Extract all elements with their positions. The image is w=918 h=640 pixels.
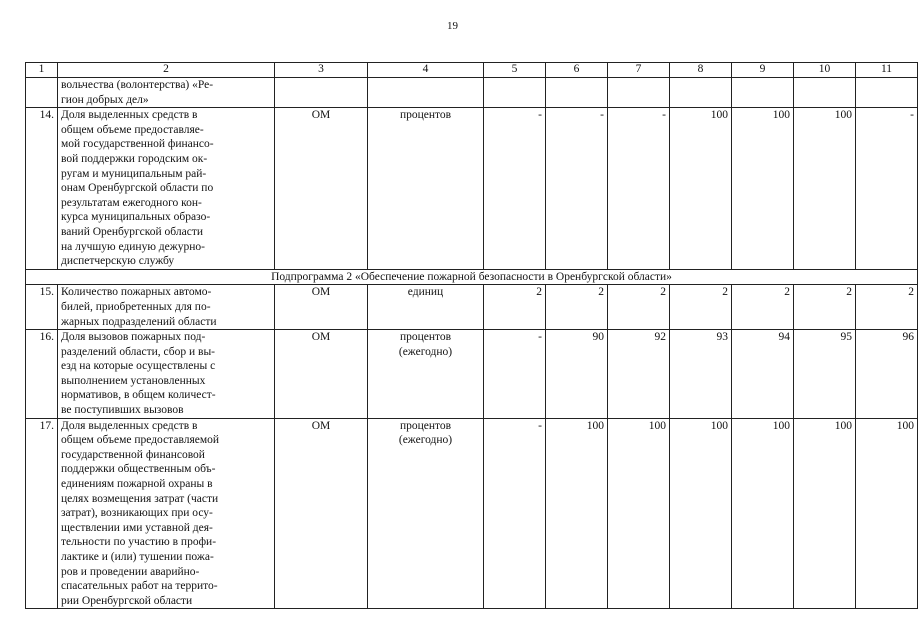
value-cell: 100: [608, 418, 670, 609]
unit-cell: [368, 108, 484, 270]
name-line: единениям пожарной охраны в: [61, 478, 213, 491]
value-cell: 2: [608, 285, 670, 330]
column-number: 9: [732, 63, 794, 78]
row-number: 17.: [26, 418, 58, 609]
unit-line: процентов: [399, 109, 452, 122]
row-number-cell: [26, 78, 58, 108]
indicator-type: ОМ: [275, 418, 368, 609]
unit-line: (ежегодно): [398, 345, 453, 358]
indicator-name-cell: [58, 108, 275, 270]
value-cell: -: [546, 108, 608, 270]
continuation-row: [26, 78, 918, 108]
name-line: Доля выделенных средств в: [61, 109, 198, 122]
value-cell: 96: [856, 330, 918, 419]
column-number: 5: [484, 63, 546, 78]
name-line: гион добрых дел»: [61, 93, 149, 106]
value-cell: 100: [856, 418, 918, 609]
value-cell: 100: [794, 418, 856, 609]
name-line: спасательных работ на террито-: [61, 580, 218, 593]
name-line: результатам ежегодного кон-: [61, 196, 202, 209]
indicator-name-cell: [58, 285, 275, 330]
name-line: нормативов, в общем количест-: [61, 389, 216, 402]
indicator-type: ОМ: [275, 285, 368, 330]
value-cell: 100: [670, 108, 732, 270]
value-cell: 100: [546, 418, 608, 609]
column-number: 11: [856, 63, 918, 78]
column-number: 4: [368, 63, 484, 78]
value-cell: 2: [484, 285, 546, 330]
value-cell: 93: [670, 330, 732, 419]
table-row: [26, 108, 918, 270]
value-cell: 2: [794, 285, 856, 330]
unit-line: (ежегодно): [398, 434, 453, 447]
value-cell: 90: [546, 330, 608, 419]
table-row: [26, 285, 918, 330]
value-cell: -: [484, 330, 546, 419]
name-line: ве поступивших вызовов: [61, 404, 184, 417]
column-number: 2: [58, 63, 275, 78]
row-number: 16.: [26, 330, 58, 419]
value-cell: -: [856, 108, 918, 270]
name-line: общем объеме предоставляемой: [61, 434, 220, 447]
indicators-table: [25, 62, 918, 609]
value-cell: 2: [546, 285, 608, 330]
name-line: ров и проведении аварийно-: [61, 565, 200, 578]
name-line: езд на которые осуществлены с: [61, 360, 216, 373]
name-line: диспетчерскую службу: [61, 255, 175, 268]
indicator-type: ОМ: [275, 108, 368, 270]
row-number: 15.: [26, 285, 58, 330]
column-number: 1: [26, 63, 58, 78]
unit-cell: [368, 285, 484, 330]
value-cell: 100: [794, 108, 856, 270]
value-cell: -: [608, 108, 670, 270]
column-number: 6: [546, 63, 608, 78]
row-number: 14.: [26, 108, 58, 270]
indicator-type: ОМ: [275, 330, 368, 419]
name-line: Доля вызовов пожарных под-: [61, 331, 206, 344]
indicator-name-cell: [58, 78, 275, 108]
name-line: онам Оренбургской области по: [61, 182, 214, 195]
unit-cell: [368, 418, 484, 609]
value-cell: -: [484, 108, 546, 270]
name-line: билей, приобретенных для по-: [61, 300, 211, 313]
name-line: вой поддержки городским ок-: [61, 152, 208, 165]
column-number: 3: [275, 63, 368, 78]
unit-line: процентов: [399, 331, 452, 344]
name-line: мой государственной финансо-: [61, 138, 214, 151]
name-line: ругам и муниципальным рай-: [61, 167, 207, 180]
indicator-name-cell: [58, 418, 275, 609]
name-line: ваний Оренбургской области: [61, 225, 203, 238]
name-line: ществлении ими уставной дея-: [61, 521, 213, 534]
name-line: лактике и (или) тушении пожа-: [61, 551, 214, 563]
value-cell: 2: [856, 285, 918, 330]
column-numbers-row: [26, 63, 918, 78]
indicator-name-cell: [58, 330, 275, 419]
name-line: поддержки общественным объ-: [61, 463, 216, 476]
unit-cell: [368, 330, 484, 419]
name-line: Доля выделенных средств в: [61, 419, 198, 432]
table-row: [26, 330, 918, 419]
name-line: государственной финансовой: [61, 448, 205, 461]
name-line: на лучшую единую дежурно-: [61, 240, 205, 253]
column-number: 7: [608, 63, 670, 78]
name-line: Количество пожарных автомо-: [61, 286, 212, 299]
value-cell: 100: [670, 418, 732, 609]
name-line: выполнением установленных: [61, 374, 206, 387]
name-line: жарных подразделений области: [61, 315, 217, 328]
name-line: рии Оренбургской области: [61, 594, 193, 607]
value-cell: 92: [608, 330, 670, 419]
name-line: тельности по участию в профи-: [61, 536, 217, 549]
name-line: вольчества (волонтерства) «Ре-: [61, 79, 214, 91]
value-cell: -: [484, 418, 546, 609]
name-line: разделений области, сбор и вы-: [61, 345, 216, 358]
value-cell: 95: [794, 330, 856, 419]
name-line: затрат), возникающих при осу-: [61, 507, 213, 520]
unit-line: процентов: [399, 419, 452, 432]
table-row: [26, 418, 918, 609]
name-line: курса муниципальных образо-: [61, 211, 211, 224]
name-line: целях возмещения затрат (части: [61, 492, 219, 505]
value-cell: 94: [732, 330, 794, 419]
value-cell: 2: [732, 285, 794, 330]
column-number: 10: [794, 63, 856, 78]
unit-line: единиц: [407, 286, 444, 299]
value-cell: 2: [670, 285, 732, 330]
column-number: 8: [670, 63, 732, 78]
value-cell: 100: [732, 418, 794, 609]
subprogram-title: Подпрограмма 2 «Обеспечение пожарной безопасности в Оренбургской области»: [26, 269, 918, 285]
page-number: 19: [447, 20, 458, 32]
name-line: общем объеме предоставляе-: [61, 123, 204, 136]
subprogram-row: [26, 269, 918, 285]
value-cell: 100: [732, 108, 794, 270]
